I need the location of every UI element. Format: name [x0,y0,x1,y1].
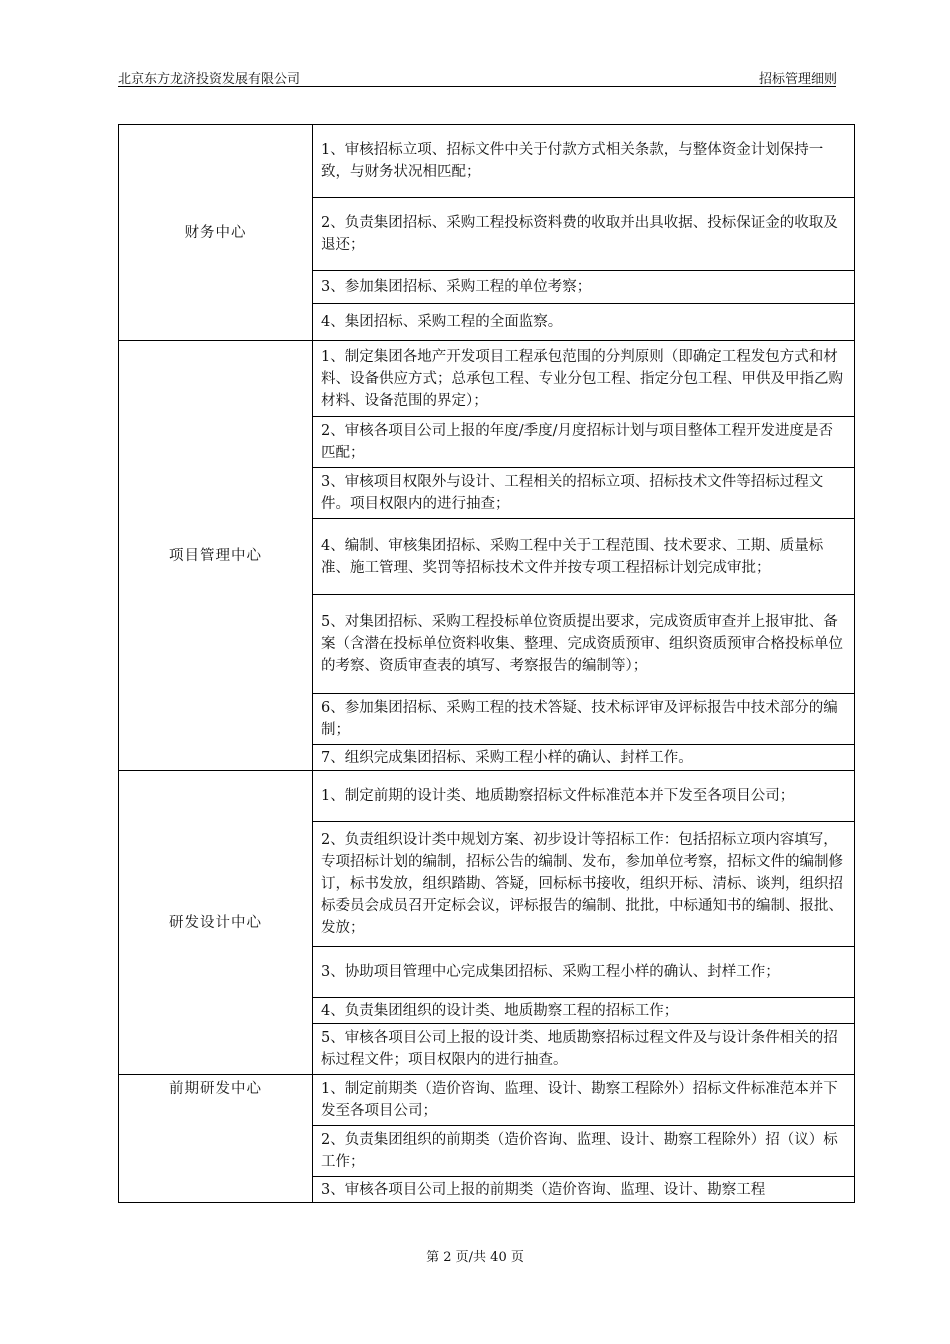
duty-cell: 7、组织完成集团招标、采购工程小样的确认、封样工作。 [313,745,855,771]
dept-cell-finance: 财务中心 [119,125,313,341]
duty-cell: 1、制定前期类（造价咨询、监理、设计、勘察工程除外）招标文件标准范本并下发至各项目公司； [313,1075,855,1126]
duty-cell: 4、集团招标、采购工程的全面监察。 [313,304,855,341]
duty-cell: 3、审核各项目公司上报的前期类（造价咨询、监理、设计、勘察工程 [313,1177,855,1203]
dept-cell-project-management: 项目管理中心 [119,341,313,771]
table-row [119,1075,855,1126]
duty-cell: 6、参加集团招标、采购工程的技术答疑、技术标评审及评标报告中技术部分的编制； [313,694,855,745]
duty-cell: 3、协助项目管理中心完成集团招标、采购工程小样的确认、封样工作； [313,947,855,998]
dept-cell-early-stage-rd: 前期研发中心 [119,1075,313,1203]
header-company: 北京东方龙济投资发展有限公司 [118,72,301,87]
duty-cell: 3、参加集团招标、采购工程的单位考察； [313,271,855,304]
duty-cell: 1、审核招标立项、招标文件中关于付款方式相关条款，与整体资金计划保持一致，与财务状况相匹配； [313,125,855,198]
page-number: 第 2 页/共 40 页 [426,1250,524,1265]
table-row [119,341,855,417]
duty-cell: 5、对集团招标、采购工程投标单位资质提出要求，完成资质审查并上报审批、备案（含潜在投标单位资料收集、整理、完成资质预审、组织资质预审合格投标单位的考察、资质审查表的填写、考察报告的编制等）； [313,595,855,694]
duty-cell: 3、审核项目权限外与设计、工程相关的招标立项、招标技术文件等招标过程文件。项目权限内的进行抽查； [313,468,855,519]
duty-cell: 2、负责集团组织的前期类（造价咨询、监理、设计、勘察工程除外）招（议）标工作； [313,1126,855,1177]
duty-cell: 1、制定前期的设计类、地质勘察招标文件标准范本并下发至各项目公司； [313,771,855,822]
header-rule [118,86,836,87]
duty-cell: 2、负责组织设计类中规划方案、初步设计等招标工作：包括招标立项内容填写，专项招标计划的编制，招标公告的编制、发布，参加单位考察，招标文件的编制修订，标书发放，组织踏勘、答疑，回标标书接收，组织开标、清标、谈判，组织招标委员会成员召开定标会议，评标报告的编制、批批，中标通知书的编制、报批、发放； [313,822,855,947]
duty-cell: 2、审核各项目公司上报的年度/季度/月度招标计划与项目整体工程开发进度是否匹配； [313,417,855,468]
duty-cell: 1、制定集团各地产开发项目工程承包范围的分判原则（即确定工程发包方式和材料、设备供应方式；总承包工程、专业分包工程、指定分包工程、甲供及甲指乙购材料、设备范围的界定）； [313,341,855,417]
table-row [119,771,855,822]
header-doc-title: 招标管理细则 [758,72,837,87]
duty-cell: 4、负责集团组织的设计类、地质勘察工程的招标工作； [313,998,855,1024]
duty-cell: 2、负责集团招标、采购工程投标资料费的收取并出具收据、投标保证金的收取及退还； [313,198,855,271]
dept-cell-rd-design: 研发设计中心 [119,771,313,1075]
table-row [119,125,855,198]
duty-cell: 4、编制、审核集团招标、采购工程中关于工程范围、技术要求、工期、质量标准、施工管理、奖罚等招标技术文件并按专项工程招标计划完成审批； [313,519,855,595]
responsibility-table [118,124,855,1203]
duty-cell: 5、审核各项目公司上报的设计类、地质勘察招标过程文件及与设计条件相关的招标过程文件；项目权限内的进行抽查。 [313,1024,855,1075]
